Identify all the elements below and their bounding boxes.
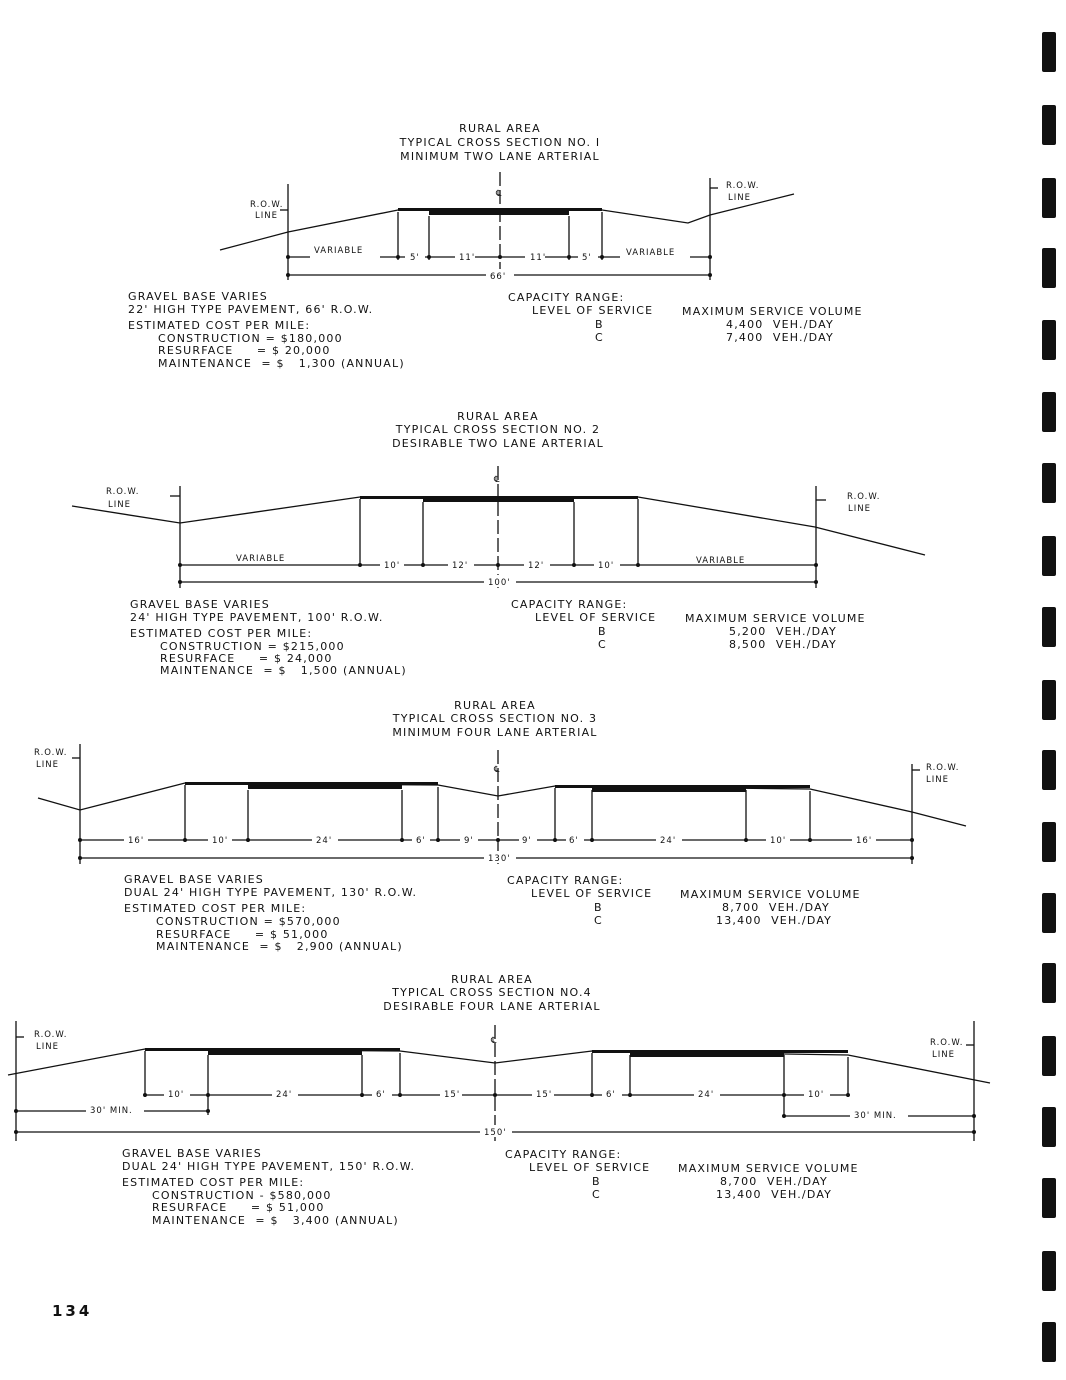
msv-c: 8,500 VEH./DAY xyxy=(729,638,837,651)
dim-label: 9' xyxy=(522,836,532,846)
msv-title: MAXIMUM SERVICE VOLUME xyxy=(680,888,861,901)
left-spec: MAINTENANCE = $ 3,400 (ANNUAL) xyxy=(152,1214,399,1227)
binding-mark xyxy=(1042,248,1056,288)
row-label-left: R.O.W. xyxy=(106,487,140,497)
binding-mark xyxy=(1042,607,1056,647)
left-spec: GRAVEL BASE VARIES xyxy=(122,1147,262,1160)
row-label-left-line: LINE xyxy=(36,1042,59,1052)
capacity-title: CAPACITY RANGE: xyxy=(505,1148,622,1161)
section-2-title-1: RURAL AREA xyxy=(457,410,539,423)
total-width: 100' xyxy=(488,578,511,588)
centerline-icon: ℄ xyxy=(494,475,501,485)
msv-c: 13,400 VEH./DAY xyxy=(716,1188,833,1201)
left-spec: ESTIMATED COST PER MILE: xyxy=(130,627,313,640)
dim-label: 6' xyxy=(569,836,579,846)
binding-mark xyxy=(1042,178,1056,218)
capacity-c: C xyxy=(598,638,607,651)
dim-label: 5' xyxy=(410,253,420,263)
row-label-left: R.O.W. xyxy=(34,748,68,758)
dim-label: 12' xyxy=(452,561,469,571)
row-label-left: R.O.W. xyxy=(34,1030,68,1040)
total-width: 66' xyxy=(490,272,507,282)
section-3-title-3: MINIMUM FOUR LANE ARTERIAL xyxy=(392,726,598,739)
dim-label: VARIABLE xyxy=(236,554,286,564)
binding-mark xyxy=(1042,1036,1056,1076)
section-4-title-1: RURAL AREA xyxy=(451,973,533,986)
row-label-right: R.O.W. xyxy=(726,181,760,191)
section-4-title-3: DESIRABLE FOUR LANE ARTERIAL xyxy=(383,1000,601,1013)
capacity-title: CAPACITY RANGE: xyxy=(507,874,624,887)
dim-label: 11' xyxy=(459,253,476,263)
dim-label: 6' xyxy=(606,1090,616,1100)
section-2-title-2: TYPICAL CROSS SECTION NO. 2 xyxy=(395,423,601,436)
binding-mark xyxy=(1042,105,1056,145)
dim-label: 16' xyxy=(128,836,145,846)
capacity-los: LEVEL OF SERVICE xyxy=(529,1161,651,1174)
dim-label: 24' xyxy=(316,836,333,846)
centerline-icon: ℄ xyxy=(491,1036,498,1046)
binding-mark xyxy=(1042,893,1056,933)
page-number: 134 xyxy=(52,1302,93,1320)
min-width-left: 30' MIN. xyxy=(90,1106,133,1116)
section-4-title-2: TYPICAL CROSS SECTION NO.4 xyxy=(392,986,592,999)
left-spec: RESURFACE = $ 51,000 xyxy=(152,1201,325,1214)
binding-mark xyxy=(1042,392,1056,432)
section-3-title-1: RURAL AREA xyxy=(454,699,536,712)
msv-b: 8,700 VEH./DAY xyxy=(722,901,830,914)
section-2-title-3: DESIRABLE TWO LANE ARTERIAL xyxy=(392,437,604,450)
left-spec: ESTIMATED COST PER MILE: xyxy=(124,902,307,915)
dim-label: VARIABLE xyxy=(696,556,746,566)
binding-mark xyxy=(1042,463,1056,503)
cross-section-1-diagram xyxy=(0,170,1066,290)
binding-mark xyxy=(1042,963,1056,1003)
binding-mark xyxy=(1042,1178,1056,1218)
capacity-los: LEVEL OF SERVICE xyxy=(535,611,657,624)
dim-label: 5' xyxy=(582,253,592,263)
dim-label: 15' xyxy=(444,1090,461,1100)
msv-title: MAXIMUM SERVICE VOLUME xyxy=(678,1162,859,1175)
left-spec: DUAL 24' HIGH TYPE PAVEMENT, 130' R.O.W. xyxy=(124,886,418,899)
capacity-title: CAPACITY RANGE: xyxy=(508,291,625,304)
capacity-c: C xyxy=(594,914,603,927)
left-spec: RESURFACE = $ 20,000 xyxy=(158,344,331,357)
row-label-right: R.O.W. xyxy=(930,1038,964,1048)
row-label-left-line: LINE xyxy=(108,500,131,510)
dim-label: 24' xyxy=(276,1090,293,1100)
left-spec: MAINTENANCE = $ 2,900 (ANNUAL) xyxy=(156,940,403,953)
left-spec: MAINTENANCE = $ 1,500 (ANNUAL) xyxy=(160,664,407,677)
dim-label: VARIABLE xyxy=(314,246,364,256)
binding-mark xyxy=(1042,750,1056,790)
dim-label: 10' xyxy=(770,836,787,846)
dim-label: VARIABLE xyxy=(626,248,676,258)
binding-mark xyxy=(1042,32,1056,72)
binding-mark xyxy=(1042,536,1056,576)
capacity-los: LEVEL OF SERVICE xyxy=(532,304,654,317)
dim-label: 10' xyxy=(168,1090,185,1100)
left-spec: GRAVEL BASE VARIES xyxy=(128,290,268,303)
cross-section-2-diagram xyxy=(0,460,1066,590)
dim-label: 9' xyxy=(464,836,474,846)
binding-mark xyxy=(1042,1251,1056,1291)
left-spec: CONSTRUCTION = $570,000 xyxy=(156,915,341,928)
capacity-b: B xyxy=(598,625,607,638)
capacity-los: LEVEL OF SERVICE xyxy=(531,887,653,900)
capacity-c: C xyxy=(592,1188,601,1201)
row-label-left-line: LINE xyxy=(255,211,278,221)
capacity-b: B xyxy=(595,318,604,331)
row-label-left: R.O.W. xyxy=(250,200,284,210)
msv-title: MAXIMUM SERVICE VOLUME xyxy=(685,612,866,625)
msv-b: 4,400 VEH./DAY xyxy=(726,318,834,331)
dim-label: 24' xyxy=(660,836,677,846)
dim-label: 11' xyxy=(530,253,547,263)
capacity-title: CAPACITY RANGE: xyxy=(511,598,628,611)
left-spec: DUAL 24' HIGH TYPE PAVEMENT, 150' R.O.W. xyxy=(122,1160,416,1173)
left-spec: CONSTRUCTION - $580,000 xyxy=(152,1189,332,1202)
msv-c: 13,400 VEH./DAY xyxy=(716,914,833,927)
left-spec: 22' HIGH TYPE PAVEMENT, 66' R.O.W. xyxy=(128,303,374,316)
cross-section-3-diagram xyxy=(0,740,1066,870)
binding-mark xyxy=(1042,822,1056,862)
dim-label: 6' xyxy=(376,1090,386,1100)
section-3-title-2: TYPICAL CROSS SECTION NO. 3 xyxy=(392,712,598,725)
min-width-right: 30' MIN. xyxy=(854,1111,897,1121)
binding-mark xyxy=(1042,1107,1056,1147)
capacity-b: B xyxy=(594,901,603,914)
capacity-c: C xyxy=(595,331,604,344)
total-width: 130' xyxy=(488,854,511,864)
centerline-icon: ℄ xyxy=(494,765,501,775)
total-width: 150' xyxy=(484,1128,507,1138)
msv-b: 5,200 VEH./DAY xyxy=(729,625,837,638)
msv-c: 7,400 VEH./DAY xyxy=(726,331,834,344)
dim-label: 10' xyxy=(808,1090,825,1100)
section-1-title-1: RURAL AREA xyxy=(459,122,541,135)
msv-b: 8,700 VEH./DAY xyxy=(720,1175,828,1188)
capacity-b: B xyxy=(592,1175,601,1188)
row-label-right-line: LINE xyxy=(926,775,949,785)
section-1-title-3: MINIMUM TWO LANE ARTERIAL xyxy=(400,150,600,163)
left-spec: RESURFACE = $ 24,000 xyxy=(160,652,333,665)
centerline-icon: ℄ xyxy=(496,189,503,199)
section-1-title-2: TYPICAL CROSS SECTION NO. I xyxy=(399,136,601,149)
cross-section-4-diagram xyxy=(0,1015,1066,1145)
row-label-right-line: LINE xyxy=(848,504,871,514)
binding-mark xyxy=(1042,320,1056,360)
dim-label: 10' xyxy=(598,561,615,571)
dim-label: 15' xyxy=(536,1090,553,1100)
dim-label: 10' xyxy=(384,561,401,571)
msv-title: MAXIMUM SERVICE VOLUME xyxy=(682,305,863,318)
row-label-right: R.O.W. xyxy=(926,763,960,773)
left-spec: ESTIMATED COST PER MILE: xyxy=(128,319,311,332)
dim-label: 12' xyxy=(528,561,545,571)
row-label-right: R.O.W. xyxy=(847,492,881,502)
left-spec: MAINTENANCE = $ 1,300 (ANNUAL) xyxy=(158,357,405,370)
row-label-left-line: LINE xyxy=(36,760,59,770)
row-label-right-line: LINE xyxy=(932,1050,955,1060)
left-spec: GRAVEL BASE VARIES xyxy=(130,598,270,611)
left-spec: RESURFACE = $ 51,000 xyxy=(156,928,329,941)
dim-label: 10' xyxy=(212,836,229,846)
row-label-right-line: LINE xyxy=(728,193,751,203)
left-spec: CONSTRUCTION = $215,000 xyxy=(160,640,345,653)
binding-mark xyxy=(1042,680,1056,720)
binding-mark xyxy=(1042,1322,1056,1362)
dim-label: 6' xyxy=(416,836,426,846)
left-spec: ESTIMATED COST PER MILE: xyxy=(122,1176,305,1189)
left-spec: GRAVEL BASE VARIES xyxy=(124,873,264,886)
dim-label: 16' xyxy=(856,836,873,846)
left-spec: CONSTRUCTION = $180,000 xyxy=(158,332,343,345)
dim-label: 24' xyxy=(698,1090,715,1100)
left-spec: 24' HIGH TYPE PAVEMENT, 100' R.O.W. xyxy=(130,611,384,624)
